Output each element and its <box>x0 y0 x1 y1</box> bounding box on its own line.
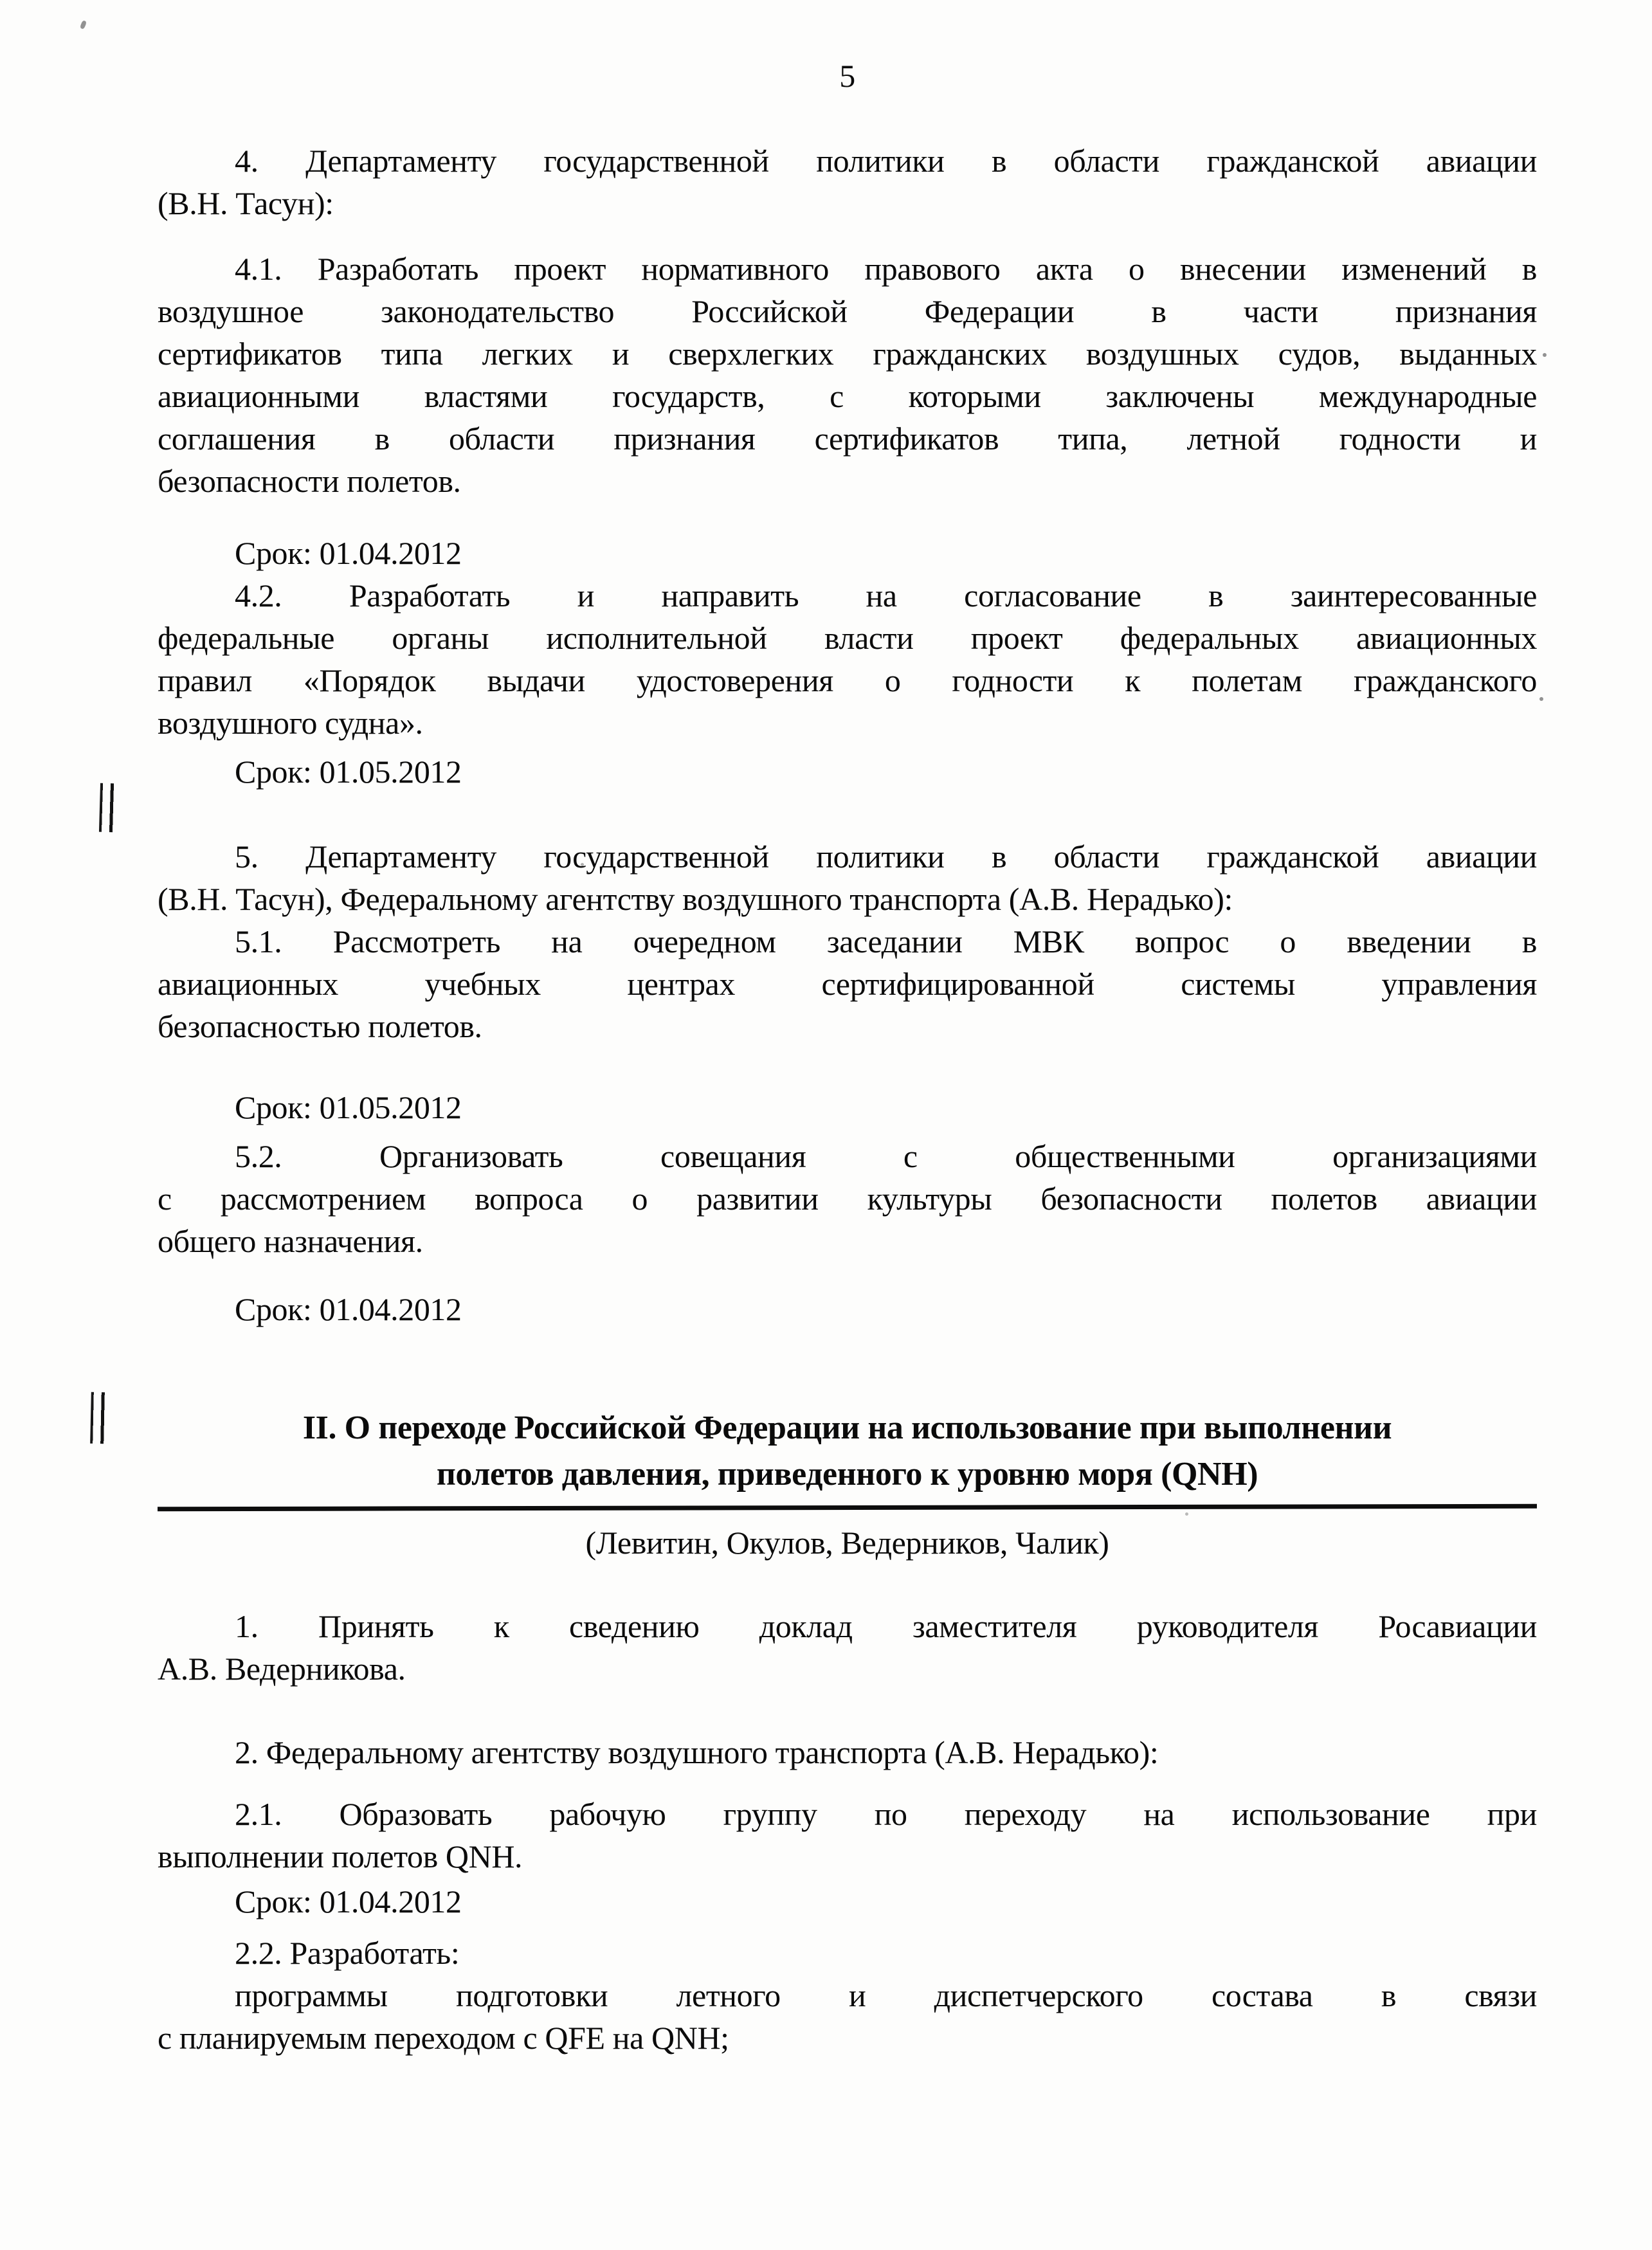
paragraph-item-5 <box>158 835 1537 920</box>
text-line: соглашения в области признания сертификатов типа, летной годности и <box>158 421 1537 457</box>
text-line: сертификатов типа легких и сверхлегких гражданских воздушных судов, выданных <box>158 336 1537 372</box>
deadline-item-5-1: Срок: 01.05.2012 <box>235 1089 462 1125</box>
text-line: 2. Федеральному агентству воздушного транспорта (А.В. Нерадько): <box>235 1734 1159 1770</box>
paragraph-item-2-2-sub <box>158 1974 1537 2059</box>
heading-underline <box>158 1504 1537 1511</box>
attendees-line: (Левитин, Окулов, Ведерников, Чалик) <box>585 1525 1109 1561</box>
text-line: II. О переходе Российской Федерации на использование при выполнении <box>302 1410 1392 1446</box>
text-line: авиационными властями государств, с которыми заключены международные <box>158 378 1537 414</box>
paragraph-item-4 <box>158 140 1537 224</box>
text-line: правил «Порядок выдачи удостоверения о годности к полетам гражданского <box>158 662 1537 698</box>
paragraph-item-2-1 <box>158 1793 1537 1878</box>
text-line: 4. Департаменту государственной политики в области гражданской авиации <box>235 143 1537 179</box>
text-line: 1. Принять к сведению доклад заместителя руководителя Росавиации <box>235 1608 1537 1644</box>
deadline-item-5-2: Срок: 01.04.2012 <box>235 1291 462 1327</box>
text-line: (В.Н. Тасун), Федеральному агентству воздушного транспорта (А.В. Нерадько): <box>158 881 1233 917</box>
text-line: авиационных учебных центрах сертифицированной системы управления <box>158 966 1537 1002</box>
page-number: 5 <box>839 58 855 94</box>
text-line: 5.1. Рассмотреть на очередном заседании МВК вопрос о введении в <box>235 923 1537 959</box>
paragraph-item-4-1 <box>158 248 1537 502</box>
text-line: воздушного судна». <box>158 705 423 741</box>
paragraph-item-4-2 <box>158 574 1537 744</box>
text-line: 2.2. Разработать: <box>235 1935 460 1971</box>
text-line: федеральные органы исполнительной власти проект федеральных авиационных <box>158 620 1537 656</box>
text-line: (В.Н. Тасун): <box>158 185 334 221</box>
text-line: 4.2. Разработать и направить на согласование в заинтересованные <box>235 577 1537 613</box>
deadline-item-4-2: Срок: 01.05.2012 <box>235 754 462 790</box>
paragraph-item-5-1 <box>158 920 1537 1048</box>
section-ii-heading <box>158 1405 1537 1498</box>
text-line: выполнении полетов QNH. <box>158 1838 523 1874</box>
text-line: 5. Департаменту государственной политики в области гражданской авиации <box>235 839 1537 875</box>
paragraph-item-1 <box>158 1605 1537 1690</box>
text-line: с планируемым переходом с QFE на QNH; <box>158 2020 729 2056</box>
text-line: с рассмотрением вопроса о развитии культуры безопасности полетов авиации <box>158 1181 1537 1217</box>
text-line: безопасности полетов. <box>158 463 461 499</box>
text-line: полетов давления, приведенного к уровню моря (QNH) <box>436 1456 1258 1492</box>
text-line: А.В. Ведерникова. <box>158 1651 406 1687</box>
text-line: 2.1. Образовать рабочую группу по переходу на использование при <box>235 1796 1537 1832</box>
paragraph-item-2-2 <box>158 1932 1537 1974</box>
text-line: программы подготовки летного и диспетчерского состава в связи <box>235 1977 1537 2013</box>
text-line: общего назначения. <box>158 1223 423 1259</box>
deadline-item-4-1: Срок: 01.04.2012 <box>235 535 462 571</box>
paragraph-item-2 <box>158 1731 1537 1774</box>
text-line: 4.1. Разработать проект нормативного правового акта о внесении изменений в <box>235 251 1537 287</box>
text-line: безопасностью полетов. <box>158 1008 482 1044</box>
text-line: 5.2. Организовать совещания с общественными организациями <box>235 1138 1537 1174</box>
paragraph-item-5-2 <box>158 1135 1537 1262</box>
deadline-item-2-1: Срок: 01.04.2012 <box>235 1883 462 1919</box>
text-line: воздушное законодательство Российской Федерации в части признания <box>158 293 1537 329</box>
